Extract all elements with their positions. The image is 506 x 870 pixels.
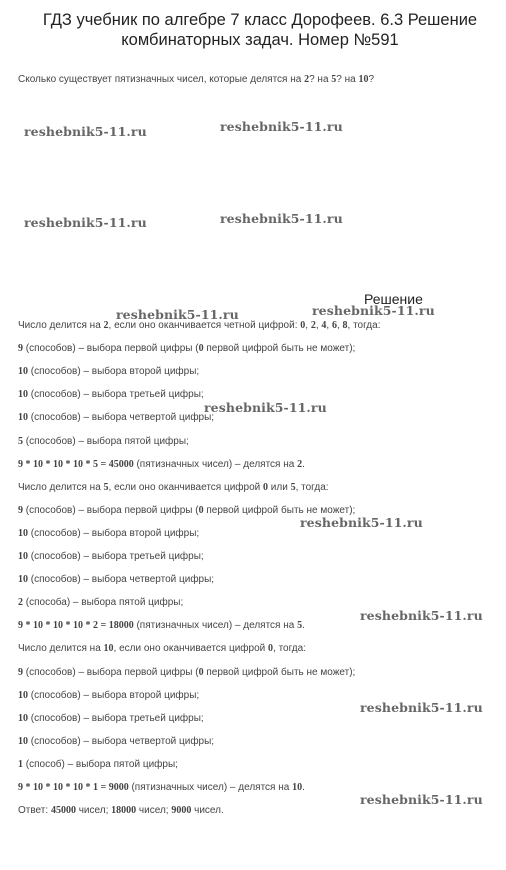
watermark: reshebnik5-11.ru	[204, 400, 327, 415]
solution-text: первой цифрой быть не может);	[203, 504, 356, 516]
solution-number: 18000	[111, 805, 137, 817]
solution-number: 5	[18, 435, 23, 447]
solution-number: 9 * 10 * 10 * 10 * 1 = 9000	[18, 782, 129, 793]
solution-line	[18, 412, 214, 423]
solution-text: ,	[305, 320, 311, 331]
solution-number: 10	[18, 366, 28, 378]
question-text: ? на	[336, 74, 359, 85]
solution-line	[18, 597, 183, 608]
solution-number: 5	[290, 481, 296, 493]
solution-text: , если оно оканчивается цифрой	[108, 481, 264, 493]
solution-line	[18, 574, 214, 585]
watermark: reshebnik5-11.ru	[360, 792, 483, 807]
solution-text: (способов) – выбора второй цифры;	[28, 689, 200, 701]
task-question	[18, 74, 374, 85]
page-title-line-2: комбинаторных задач. Номер №591	[121, 31, 399, 49]
solution-line	[18, 482, 329, 493]
solution-text: (способов) – выбора пятой цифры;	[23, 435, 189, 447]
solution-line	[18, 343, 355, 354]
solution-number: 10	[18, 712, 28, 724]
solution-text: ,	[336, 320, 343, 331]
solution-number: 9	[18, 666, 23, 678]
solution-number: 0	[268, 643, 274, 655]
question-text: ? на	[309, 74, 332, 85]
solution-number: 10	[18, 551, 28, 562]
solution-text: .	[302, 620, 305, 632]
solution-text: (способа) – выбора пятой цифры;	[23, 597, 184, 609]
solution-text: (пятизначных чисел) – делятся на	[133, 620, 298, 632]
solution-line	[18, 528, 199, 539]
solution-number: 0	[300, 320, 306, 331]
solution-number: 9	[18, 343, 23, 355]
solution-line	[18, 713, 204, 724]
solution-number: 2	[297, 458, 303, 470]
watermark: reshebnik5-11.ru	[312, 303, 435, 318]
solution-number: 5	[103, 481, 109, 493]
solution-number: 0	[198, 666, 204, 678]
solution-text: (пятизначных чисел) – делятся на	[133, 458, 298, 470]
watermark: reshebnik5-11.ru	[360, 608, 483, 623]
solution-number: 9000	[171, 805, 192, 817]
question-text: Сколько существует пятизначных чисел, которые делятся на	[18, 74, 305, 85]
solution-number: 10	[18, 389, 28, 401]
solution-text: ,	[326, 320, 332, 331]
question-number: 2	[304, 74, 310, 85]
watermark: reshebnik5-11.ru	[220, 119, 343, 134]
solution-text: (способов) – выбора четвертой цифры;	[28, 412, 215, 424]
solution-line	[18, 782, 305, 793]
solution-number: 45000	[50, 805, 76, 817]
solution-text: .	[302, 458, 305, 470]
question-number: 5	[331, 74, 337, 85]
question-number: 10	[358, 74, 369, 85]
solution-number: 2	[18, 597, 23, 609]
solution-text: Ответ:	[18, 805, 51, 817]
solution-text: (способ) – выбора пятой цифры;	[23, 758, 178, 770]
solution-text: (способов) – выбора четвертой цифры;	[28, 735, 215, 747]
solution-text: Число делится на	[18, 320, 104, 331]
solution-number: 9 * 10 * 10 * 10 * 2 = 18000	[18, 620, 134, 632]
solution-line	[18, 643, 306, 654]
watermark: reshebnik5-11.ru	[360, 700, 483, 715]
solution-text: (способов) – выбора третьей цифры;	[28, 712, 204, 724]
solution-number: 10	[18, 527, 28, 539]
solution-line	[18, 805, 224, 816]
solution-number: 9	[18, 504, 23, 516]
solution-number: 9 * 10 * 10 * 10 * 5 = 45000	[18, 458, 134, 470]
solution-line	[18, 366, 199, 377]
solution-number: 5	[297, 620, 303, 632]
watermark: reshebnik5-11.ru	[116, 307, 239, 322]
solution-number: 0	[198, 343, 204, 355]
solution-text: (способов) – выбора четвертой цифры;	[28, 574, 215, 586]
solution-number: 0	[198, 504, 204, 516]
solution-text: , если оно оканчивается четной цифрой:	[108, 320, 301, 331]
solution-text: , тогда:	[273, 643, 306, 655]
solution-text: .	[302, 782, 305, 793]
solution-line	[18, 389, 204, 400]
solution-text: Число делится на	[18, 481, 104, 493]
solution-line	[18, 459, 305, 470]
solution-text: чисел.	[191, 805, 224, 817]
watermark: reshebnik5-11.ru	[24, 124, 147, 139]
solution-number: 10	[103, 643, 114, 655]
solution-number: 2	[310, 320, 316, 331]
solution-text: чисел;	[75, 805, 112, 817]
solution-line	[18, 436, 189, 447]
solution-line	[18, 551, 204, 562]
solution-number: 10	[18, 689, 28, 701]
solution-text: ,	[315, 320, 322, 331]
solution-number: 10	[18, 412, 28, 424]
solution-text: Число делится на	[18, 643, 104, 655]
solution-number: 2	[103, 320, 109, 331]
solution-text: первой цифрой быть не может);	[203, 666, 356, 678]
solution-line	[18, 667, 355, 678]
solution-line	[18, 759, 178, 770]
solution-text: , тогда:	[347, 320, 381, 331]
solution-text: (способов) – выбора первой цифры (	[23, 504, 199, 516]
solution-text: чисел;	[136, 805, 172, 817]
solution-text: (способов) – выбора первой цифры (	[23, 666, 199, 678]
solution-number: 1	[18, 758, 23, 770]
solution-text: (способов) – выбора второй цифры;	[28, 527, 200, 539]
solution-line	[18, 690, 199, 701]
solution-line	[18, 320, 380, 331]
solution-line	[18, 505, 355, 516]
solution-number: 10	[292, 782, 303, 793]
watermark: reshebnik5-11.ru	[24, 215, 147, 230]
solution-text: первой цифрой быть не может);	[203, 343, 356, 355]
solution-text: (пятизначных чисел) – делятся на	[128, 782, 293, 793]
solution-number: 4	[321, 320, 327, 331]
solution-text: , если оно оканчивается цифрой	[113, 643, 269, 655]
solution-heading: Решение	[364, 291, 423, 307]
solution-number: 0	[263, 481, 269, 493]
page-title-line-1: ГДЗ учебник по алгебре 7 класс Дорофеев. 6.3 Решение	[42, 11, 478, 29]
watermark: reshebnik5-11.ru	[220, 211, 343, 226]
solution-text: (способов) – выбора третьей цифры;	[28, 389, 204, 401]
solution-number: 8	[342, 320, 348, 331]
solution-number: 6	[331, 320, 337, 331]
solution-text: (способов) – выбора первой цифры (	[23, 343, 199, 355]
page-title	[30, 10, 490, 50]
solution-text: , тогда:	[295, 481, 329, 493]
solution-text: (способов) – выбора третьей цифры;	[28, 551, 204, 562]
solution-text: или	[268, 481, 291, 493]
solution-line	[18, 736, 214, 747]
solution-number: 10	[18, 735, 28, 747]
solution-number: 10	[18, 574, 28, 586]
solution-text: (способов) – выбора второй цифры;	[28, 366, 200, 378]
watermark: reshebnik5-11.ru	[300, 515, 423, 530]
question-text: ?	[368, 74, 375, 85]
solution-line	[18, 620, 305, 631]
